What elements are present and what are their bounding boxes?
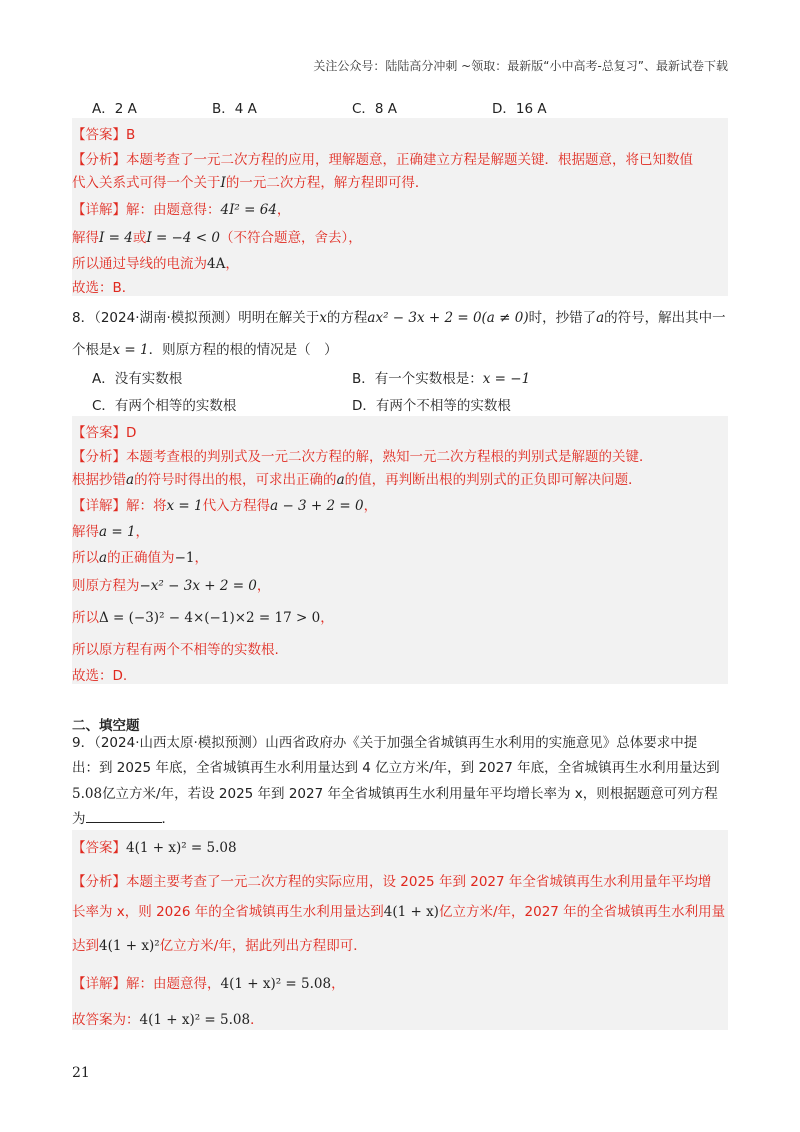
q7-option-d: D．16 A bbox=[492, 101, 547, 117]
q7-detail-line3: 所以通过导线的电流为4A， bbox=[72, 256, 239, 272]
q7-choose: 故选：B． bbox=[72, 280, 136, 296]
page-number: 21 bbox=[72, 1065, 90, 1081]
q8-analysis-line2: 根据抄错a的符号时得出的根，可求出正确的a的值，再判断出根的判别式的正负即可解决问题． bbox=[72, 472, 642, 488]
q8-stem-line2: 个根是x = 1．则原方程的根的情况是（ ） bbox=[72, 342, 338, 358]
q9-detail-line1: 【详解】解：由题意得，4(1 + x)² = 5.08， bbox=[72, 976, 345, 992]
q7-analysis-line2: 代入关系式可得一个关于I的一元二次方程，解方程即可得． bbox=[72, 175, 429, 191]
q8-answer: 【答案】D bbox=[72, 425, 137, 441]
q8-option-b: B．有一个实数根是：x = −1 bbox=[352, 371, 531, 387]
q7-detail-line1: 【详解】解：由题意得：4I² = 64， bbox=[72, 202, 291, 218]
q9-solution-box bbox=[72, 830, 728, 1030]
q9-detail-line2: 故答案为：4(1 + x)² = 5.08． bbox=[72, 1012, 264, 1028]
q8-solution-box bbox=[72, 416, 728, 684]
q9-answer: 【答案】4(1 + x)² = 5.08 bbox=[72, 840, 237, 856]
page-header: 关注公众号：陆陆高分冲刺 ~领取：最新版“小中高考-总复习”、最新试卷下载 bbox=[313, 59, 728, 73]
q7-option-b: B．4 A bbox=[212, 101, 257, 117]
q8-detail-line2: 解得a = 1， bbox=[72, 524, 150, 540]
q8-detail-line3: 所以a的正确值为−1， bbox=[72, 550, 208, 566]
q9-stem-line2: 出：到 2025 年底，全省城镇再生水利用量达到 4 亿立方米/年，到 2027 年底，全省城镇再生水利用量达到 bbox=[72, 760, 720, 776]
q9-stem-line1: 9．（2024·山西太原·模拟预测）山西省政府办《关于加强全省城镇再生水利用的实施意见》总体要求中提 bbox=[72, 735, 698, 751]
section-heading: 二、填空题 bbox=[72, 718, 140, 734]
q7-solution-box bbox=[72, 118, 728, 296]
q7-option-c: C．8 A bbox=[352, 101, 398, 117]
q8-option-c: C．有两个相等的实数根 bbox=[92, 398, 237, 414]
q9-stem-line4: 为 ． bbox=[72, 811, 175, 827]
q8-detail-line5: 所以Δ = (−3)² − 4×(−1)×2 = 17 > 0， bbox=[72, 610, 334, 626]
q8-stem-line1: 8．（2024·湖南·模拟预测）明明在解关于x的方程ax² − 3x + 2 = 0(a ≠ 0)时，抄错了a的符号，解出其中一 bbox=[72, 310, 726, 326]
q8-option-d: D．有两个不相等的实数根 bbox=[352, 398, 511, 414]
q9-analysis-line3: 达到4(1 + x)²亿立方米/年，据此列出方程即可． bbox=[72, 938, 367, 954]
q9-analysis-line2: 长率为 x，则 2026 年的全省城镇再生水利用量达到4(1 + x)亿立方米/年，2027 年的全省城镇再生水利用量 bbox=[72, 904, 726, 920]
q8-detail-line6: 所以原方程有两个不相等的实数根. bbox=[72, 642, 279, 658]
q8-detail-line1: 【详解】解：将x = 1代入方程得a − 3 + 2 = 0， bbox=[72, 498, 378, 514]
q8-detail-line4: 则原方程为−x² − 3x + 2 = 0， bbox=[72, 578, 271, 594]
q8-analysis-line1: 【分析】本题考查根的判别式及一元二次方程的解，熟知一元二次方程根的判别式是解题的关键． bbox=[72, 449, 653, 465]
q8-option-a: A．没有实数根 bbox=[92, 371, 183, 387]
q7-option-a: A．2 A bbox=[92, 101, 137, 117]
q8-choose: 故选：D. bbox=[72, 668, 128, 684]
q7-answer: 【答案】B bbox=[72, 127, 136, 143]
q7-detail-line2: 解得I = 4或I = −4 < 0（不符合题意，舍去）， bbox=[72, 230, 362, 246]
q9-stem-line3: 5.08亿立方米/年，若设 2025 年到 2027 年全省城镇再生水利用量年平均增长率为 x，则根据题意可列方程 bbox=[72, 786, 718, 802]
q7-analysis-line1: 【分析】本题考查了一元二次方程的应用，理解题意，正确建立方程是解题关键．根据题意，将已知数值 bbox=[72, 152, 693, 168]
answer-blank[interactable] bbox=[86, 810, 162, 823]
q9-analysis-line1: 【分析】本题主要考查了一元二次方程的实际应用，设 2025 年到 2027 年全省城镇再生水利用量年平均增 bbox=[72, 874, 712, 890]
